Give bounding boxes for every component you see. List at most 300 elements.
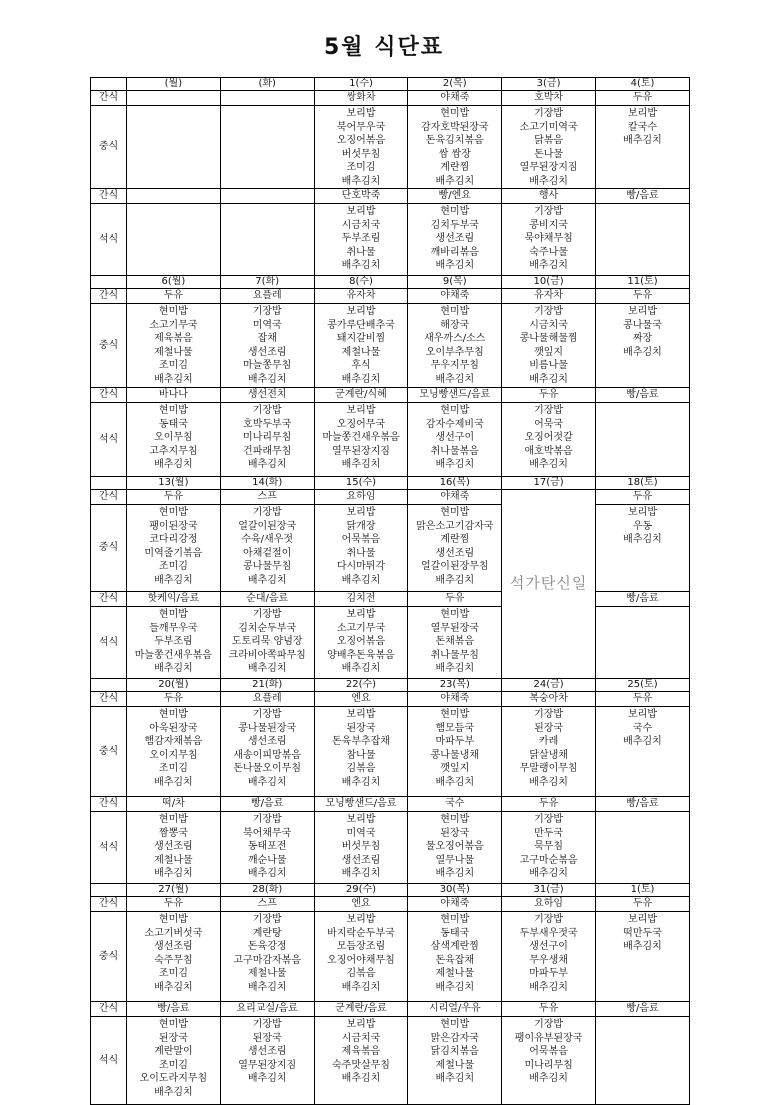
- day-header: 4(토): [596, 78, 690, 91]
- menu-item: 어묵볶음: [529, 1046, 568, 1057]
- menu-item: 돈육강정: [247, 941, 287, 952]
- menu-item: 깨바리볶음: [430, 246, 479, 258]
- label-snack: 간식: [91, 797, 127, 812]
- lunch-cell: [220, 106, 314, 189]
- day-header: 29(수): [314, 884, 408, 897]
- menu-item: 모듬장조림: [336, 941, 386, 952]
- menu-item: 보리밥: [346, 507, 376, 518]
- menu-item: 기장밥: [252, 914, 282, 925]
- corner-cell: [91, 679, 127, 692]
- menu-item: 열무나물: [435, 854, 475, 866]
- dinner-cell: [220, 204, 314, 276]
- menu-item: 오징어젓갈: [524, 432, 573, 443]
- snack-cell: [127, 189, 221, 204]
- label-lunch: 중식: [91, 707, 127, 797]
- menu-item: 깻잎지: [534, 346, 564, 358]
- menu-item: 코다리강정: [149, 534, 198, 545]
- menu-item: 배추김치: [435, 981, 475, 993]
- menu-item: 기장밥: [534, 814, 564, 825]
- snack-cell: 두유: [596, 490, 690, 505]
- menu-item: 후식: [351, 360, 371, 371]
- menu-item: 배추김치: [341, 459, 381, 470]
- menu-item: 배추김치: [435, 373, 475, 385]
- snack-cell: 요플레: [220, 692, 314, 707]
- dinner-cell: [220, 607, 314, 679]
- menu-item: 현미밥: [158, 306, 188, 317]
- lunch-cell: [127, 106, 221, 189]
- lunch-cell: [408, 912, 502, 1002]
- menu-item: 김치순두부국: [238, 622, 297, 634]
- menu-item: 햄감자채볶음: [144, 736, 203, 747]
- snack-cell: 김치전: [314, 592, 408, 607]
- menu-item: 취나물무침: [430, 649, 479, 661]
- menu-item: 배추김치: [341, 260, 381, 271]
- menu-item: 미나리무침: [524, 1059, 573, 1071]
- menu-item: 배추김치: [529, 175, 568, 187]
- menu-item: 기장밥: [534, 206, 564, 217]
- menu-item: 조미김: [158, 763, 188, 774]
- menu-item: 생선조림: [435, 233, 475, 244]
- menu-item: 보리밥: [346, 1019, 376, 1030]
- label-snack: 간식: [91, 189, 127, 204]
- snack-cell: 바나나: [127, 388, 221, 403]
- menu-item: 동태포전: [247, 841, 287, 852]
- lunch-cell: [127, 912, 221, 1002]
- menu-item: 현미밥: [158, 609, 188, 620]
- dinner-cell: [408, 403, 502, 477]
- menu-item: 미역줄기볶음: [144, 547, 203, 559]
- menu-item: 보리밥: [346, 914, 376, 925]
- menu-item: 배추김치: [529, 981, 568, 993]
- menu-item: 취나물볶음: [430, 445, 479, 457]
- menu-item: 돈채볶음: [435, 636, 475, 647]
- menu-item: 닭개장: [346, 520, 376, 532]
- menu-item: 콩나물국: [623, 319, 662, 331]
- menu-item: 물오징어볶음: [425, 841, 484, 852]
- snack-cell: 야채죽: [408, 490, 502, 505]
- menu-item: 소고기무국: [336, 622, 386, 634]
- menu-item: 제철나물: [435, 1059, 475, 1071]
- menu-item: 배추김치: [529, 260, 568, 271]
- menu-item: 마늘쫑건새우볶음: [134, 649, 213, 661]
- lunch-cell: [127, 707, 221, 797]
- holiday-label: 석가탄신일: [509, 573, 588, 592]
- menu-item: 카레: [538, 736, 559, 747]
- snack-cell: 순대/음료: [220, 592, 314, 607]
- menu-item: 햄모듬국: [435, 722, 475, 734]
- menu-item: 제육볶음: [154, 333, 193, 344]
- menu-item: 생선조림: [247, 736, 287, 747]
- day-header: 1(토): [596, 884, 690, 897]
- menu-item: 소고기미역국: [519, 121, 578, 133]
- menu-item: 조미김: [158, 561, 188, 572]
- label-snack: 간식: [91, 1002, 127, 1017]
- snack-cell: 두유: [502, 388, 596, 403]
- menu-item: 제철나물: [435, 968, 475, 979]
- day-header: 20(월): [127, 679, 221, 692]
- menu-item: 돈나물: [534, 148, 564, 160]
- corner-cell: [91, 276, 127, 289]
- menu-item: 된장국: [534, 722, 564, 734]
- menu-item: 팽이유부된장국: [514, 1032, 583, 1044]
- menu-item: 생선조림: [154, 841, 193, 852]
- day-header: 18(토): [596, 477, 690, 490]
- day-header: 28(화): [220, 884, 314, 897]
- dinner-cell: [314, 403, 408, 477]
- lunch-cell: [127, 505, 221, 592]
- menu-item: 현미밥: [440, 609, 470, 620]
- dinner-cell: [127, 204, 221, 276]
- day-header: 3(금): [502, 78, 596, 91]
- menu-item: 고구마감자볶음: [233, 954, 301, 966]
- menu-item: 닭볶음: [534, 135, 564, 146]
- menu-item: 배추김치: [247, 373, 287, 385]
- menu-item: 쌈 쌈장: [438, 148, 471, 160]
- snack-cell: 두유: [127, 897, 221, 912]
- label-snack: 간식: [91, 490, 127, 505]
- menu-item: 깻잎지: [440, 763, 470, 774]
- menu-item: 동태국: [158, 418, 188, 430]
- menu-item: 오이도라지무침: [139, 1073, 208, 1084]
- menu-item: 배추김치: [341, 1073, 381, 1084]
- menu-item: 비름나물: [529, 360, 568, 371]
- menu-item: 현미밥: [158, 405, 188, 416]
- snack-cell: 빵/음료: [596, 388, 690, 403]
- dinner-cell: [502, 1017, 596, 1105]
- dinner-cell: [596, 204, 690, 276]
- day-header: 21(화): [220, 679, 314, 692]
- menu-item: 배추김치: [435, 663, 475, 674]
- menu-item: 짬뽕국: [158, 827, 188, 839]
- menu-item: 기장밥: [252, 507, 282, 518]
- menu-item: 국수: [632, 722, 653, 734]
- menu-item: 보리밥: [628, 507, 657, 518]
- dinner-cell: [596, 812, 690, 884]
- menu-item: 짜장: [632, 333, 653, 344]
- menu-item: 얼갈이된장국: [238, 520, 297, 532]
- menu-item: 북어무우국: [336, 121, 386, 133]
- snack-cell: 야채죽: [408, 91, 502, 106]
- menu-item: 묵무침: [534, 841, 564, 852]
- page-title: 5월 식단표: [324, 35, 444, 60]
- menu-item: 오징어무국: [336, 418, 386, 430]
- menu-item: 감자호박된장국: [420, 121, 489, 133]
- menu-item: 묵야채무침: [524, 233, 573, 244]
- menu-item: 배추김치: [341, 868, 381, 879]
- menu-item: 배추김치: [435, 459, 475, 470]
- menu-item: 두부조림: [341, 233, 381, 244]
- menu-item: 배추김치: [435, 868, 475, 879]
- day-header: 14(화): [220, 477, 314, 490]
- menu-item: 잡채: [257, 333, 277, 344]
- snack-cell: 떡/차: [127, 797, 221, 812]
- snack-cell: 두유: [502, 1002, 596, 1017]
- menu-item: 보리밥: [628, 108, 657, 119]
- snack-cell: [127, 91, 221, 106]
- lunch-cell: [596, 505, 690, 592]
- menu-item: 배추김치: [623, 534, 662, 545]
- dinner-cell: [502, 204, 596, 276]
- lunch-cell: [502, 304, 596, 388]
- menu-item: 현미밥: [158, 814, 188, 825]
- day-header: (화): [220, 78, 314, 91]
- snack-cell: 빵/음료: [596, 1002, 690, 1017]
- lunch-cell: [314, 304, 408, 388]
- menu-item: 버섯무침: [341, 841, 381, 852]
- dinner-cell: [408, 204, 502, 276]
- menu-item: 돈육부추잡채: [332, 736, 390, 747]
- label-dinner: 석식: [91, 204, 127, 276]
- dinner-cell: [408, 1017, 502, 1105]
- menu-item: 오이지무침: [149, 749, 198, 761]
- day-header: 6(월): [127, 276, 221, 289]
- menu-item: 기장밥: [252, 1019, 282, 1030]
- menu-item: 생선조림: [247, 346, 287, 358]
- menu-item: 배추김치: [154, 663, 193, 674]
- menu-item: 배추김치: [529, 868, 568, 879]
- menu-item: 기장밥: [252, 405, 282, 416]
- corner-cell: [91, 884, 127, 897]
- lunch-cell: [596, 912, 690, 1002]
- dinner-cell: [596, 1017, 690, 1105]
- menu-item: 어묵볶음: [341, 534, 381, 545]
- menu-item: 된장국: [440, 827, 470, 839]
- menu-item: 현미밥: [158, 709, 188, 720]
- label-lunch: 중식: [91, 505, 127, 592]
- label-snack: 간식: [91, 289, 127, 304]
- menu-item: 무우생채: [529, 954, 568, 966]
- menu-item: 소고기무국: [149, 319, 198, 331]
- label-lunch: 중식: [91, 304, 127, 388]
- menu-item: 조미김: [158, 1059, 188, 1071]
- menu-item: 배추김치: [341, 663, 381, 674]
- menu-item: 배추김치: [247, 776, 287, 788]
- menu-item: 콩나물무침: [243, 561, 292, 572]
- menu-item: 제철나물: [341, 346, 381, 358]
- menu-item: 오징어볶음: [336, 135, 386, 146]
- snack-cell: 두유: [596, 289, 690, 304]
- menu-item: 기장밥: [534, 1019, 564, 1030]
- snack-cell: 엔요: [314, 897, 408, 912]
- snack-cell: 빵/음료: [127, 1002, 221, 1017]
- menu-item: 두부새우젓국: [519, 927, 578, 939]
- menu-item: 기장밥: [252, 814, 282, 825]
- day-header: 22(수): [314, 679, 408, 692]
- label-dinner: 석식: [91, 1017, 127, 1105]
- day-header: (월): [127, 78, 221, 91]
- menu-table: [90, 77, 690, 1105]
- menu-item: 배추김치: [435, 574, 475, 586]
- menu-item: 취나물: [346, 547, 376, 559]
- menu-item: 기장밥: [534, 108, 564, 119]
- menu-item: 마늘쫑건새우볶음: [322, 432, 400, 443]
- menu-item: 돈육잡채: [435, 954, 475, 966]
- menu-item: 제육볶음: [341, 1046, 381, 1057]
- menu-item: 보리밥: [628, 709, 657, 720]
- menu-item: 미나리무침: [243, 432, 292, 443]
- day-header: 15(수): [314, 477, 408, 490]
- menu-item: 버섯무침: [341, 148, 381, 160]
- menu-item: 계란찜: [440, 162, 470, 173]
- menu-item: 제철나물: [154, 346, 193, 358]
- menu-item: 미역국: [252, 319, 282, 331]
- snack-cell: 복숭아차: [502, 692, 596, 707]
- dinner-cell: [502, 812, 596, 884]
- menu-item: 미역국: [346, 827, 376, 839]
- day-header: 25(토): [596, 679, 690, 692]
- snack-cell: 두유: [502, 797, 596, 812]
- menu-item: 열무된장지짐: [332, 445, 390, 457]
- holiday-cell: [502, 490, 596, 679]
- menu-item: 돈나물오이무침: [233, 763, 301, 774]
- menu-item: 현미밥: [158, 507, 188, 518]
- menu-item: 배추김치: [435, 175, 475, 187]
- menu-item: 김볶음: [346, 968, 376, 979]
- menu-item: 감자수제비국: [425, 418, 484, 430]
- snack-cell: 스프: [220, 490, 314, 505]
- menu-item: 기장밥: [252, 306, 282, 317]
- menu-item: 콩가루단배추국: [327, 319, 395, 331]
- menu-item: 배추김치: [341, 981, 381, 993]
- day-header: 8(수): [314, 276, 408, 289]
- menu-item: 현미밥: [158, 1019, 188, 1030]
- dinner-cell: [408, 607, 502, 679]
- label-lunch: 중식: [91, 912, 127, 1002]
- snack-cell: 군계란/음료: [314, 1002, 408, 1017]
- snack-cell: 모닝빵샌드/음료: [408, 388, 502, 403]
- menu-item: 생선조림: [341, 854, 381, 866]
- menu-item: 콩비지국: [529, 219, 568, 231]
- menu-item: 기장밥: [252, 709, 282, 720]
- menu-item: 배추김치: [529, 373, 568, 385]
- menu-item: 우동: [632, 520, 653, 532]
- day-header: 13(월): [127, 477, 221, 490]
- menu-item: 현미밥: [440, 306, 470, 317]
- day-header: 17(금): [502, 477, 596, 490]
- label-snack: 간식: [91, 897, 127, 912]
- menu-item: 양배추돈육볶음: [327, 649, 395, 661]
- snack-cell: 유자차: [502, 289, 596, 304]
- menu-item: 고구마순볶음: [519, 854, 578, 866]
- lunch-cell: [596, 707, 690, 797]
- menu-item: 호박두부국: [243, 418, 292, 430]
- menu-item: 만두국: [534, 827, 564, 839]
- menu-item: 배추김치: [435, 260, 475, 271]
- menu-item: 참나물: [346, 749, 376, 761]
- menu-item: 오징어야채무침: [327, 954, 395, 966]
- menu-item: 수육/새우젓: [241, 534, 294, 545]
- menu-item: 시금치국: [341, 1032, 381, 1044]
- lunch-cell: [408, 106, 502, 189]
- menu-item: 배추김치: [435, 1073, 475, 1084]
- snack-cell: 빵/음료: [596, 592, 690, 607]
- menu-item: 기장밥: [534, 709, 564, 720]
- snack-cell: 호박차: [502, 91, 596, 106]
- lunch-cell: [220, 304, 314, 388]
- dinner-cell: [596, 403, 690, 477]
- day-header: 31(금): [502, 884, 596, 897]
- day-header: 10(금): [502, 276, 596, 289]
- lunch-cell: [314, 505, 408, 592]
- menu-item: 조미김: [346, 162, 376, 173]
- dinner-cell: [127, 812, 221, 884]
- label-dinner: 석식: [91, 403, 127, 477]
- menu-item: 보리밥: [346, 108, 376, 119]
- menu-item: 돈육김치볶음: [425, 135, 484, 146]
- snack-cell: 요플레: [220, 289, 314, 304]
- snack-cell: 두유: [596, 692, 690, 707]
- menu-item: 깨순나물: [247, 854, 287, 866]
- menu-item: 오이무침: [154, 432, 193, 443]
- menu-item: 생선조림: [154, 941, 193, 952]
- menu-item: 숙주맛살무침: [332, 1059, 390, 1071]
- lunch-cell: [502, 707, 596, 797]
- menu-item: 보리밥: [346, 609, 376, 620]
- menu-item: 보리밥: [628, 306, 657, 317]
- menu-item: 해장국: [440, 319, 470, 331]
- day-header: 24(금): [502, 679, 596, 692]
- menu-item: 닭살냉채: [529, 749, 568, 761]
- snack-cell: 빵/음료: [596, 797, 690, 812]
- menu-item: 배추김치: [529, 776, 568, 788]
- label-snack: 간식: [91, 692, 127, 707]
- day-header: 1(수): [314, 78, 408, 91]
- lunch-cell: [408, 505, 502, 592]
- day-header: 23(목): [408, 679, 502, 692]
- snack-cell: 야채죽: [408, 897, 502, 912]
- snack-cell: 스프: [220, 897, 314, 912]
- menu-item: 칼국수: [628, 121, 657, 133]
- menu-item: 취나물: [346, 246, 376, 258]
- menu-item: 배추김치: [529, 1073, 568, 1084]
- lunch-cell: [502, 106, 596, 189]
- menu-item: 열무된장지짐: [238, 1059, 297, 1071]
- menu-item: 김치두부국: [430, 219, 479, 231]
- lunch-cell: [596, 106, 690, 189]
- snack-cell: [220, 91, 314, 106]
- menu-item: 바지락순두부국: [327, 927, 395, 939]
- snack-cell: 생선전치: [220, 388, 314, 403]
- snack-cell: 행사: [502, 189, 596, 204]
- dinner-cell: [220, 1017, 314, 1105]
- menu-item: 현미밥: [440, 1019, 470, 1030]
- day-header: 9(목): [408, 276, 502, 289]
- menu-item: 배추김치: [154, 776, 193, 788]
- menu-item: 배추김치: [154, 981, 193, 993]
- snack-cell: 두유: [596, 91, 690, 106]
- menu-item: 보리밥: [628, 914, 657, 925]
- menu-item: 현미밥: [440, 914, 470, 925]
- label-lunch: 중식: [91, 106, 127, 189]
- lunch-cell: [408, 304, 502, 388]
- menu-item: 고추지무침: [149, 445, 198, 457]
- menu-item: 닭김치볶음: [430, 1046, 479, 1057]
- menu-item: 삼색계란찜: [430, 941, 479, 952]
- snack-cell: 유자차: [314, 289, 408, 304]
- menu-item: 열무된장지짐: [519, 162, 578, 173]
- menu-item: 현미밥: [440, 814, 470, 825]
- snack-cell: [220, 189, 314, 204]
- menu-item: 콩나물냉채: [430, 749, 479, 761]
- snack-cell: 핫케익/음료: [127, 592, 221, 607]
- menu-item: 새송이피망볶음: [233, 749, 301, 761]
- menu-item: 생선조림: [247, 1046, 287, 1057]
- snack-cell: 두유: [127, 692, 221, 707]
- menu-item: 숙주나물: [529, 246, 568, 258]
- menu-item: 배추김치: [154, 373, 193, 385]
- label-dinner: 석식: [91, 607, 127, 679]
- menu-item: 열무된장국: [430, 622, 479, 634]
